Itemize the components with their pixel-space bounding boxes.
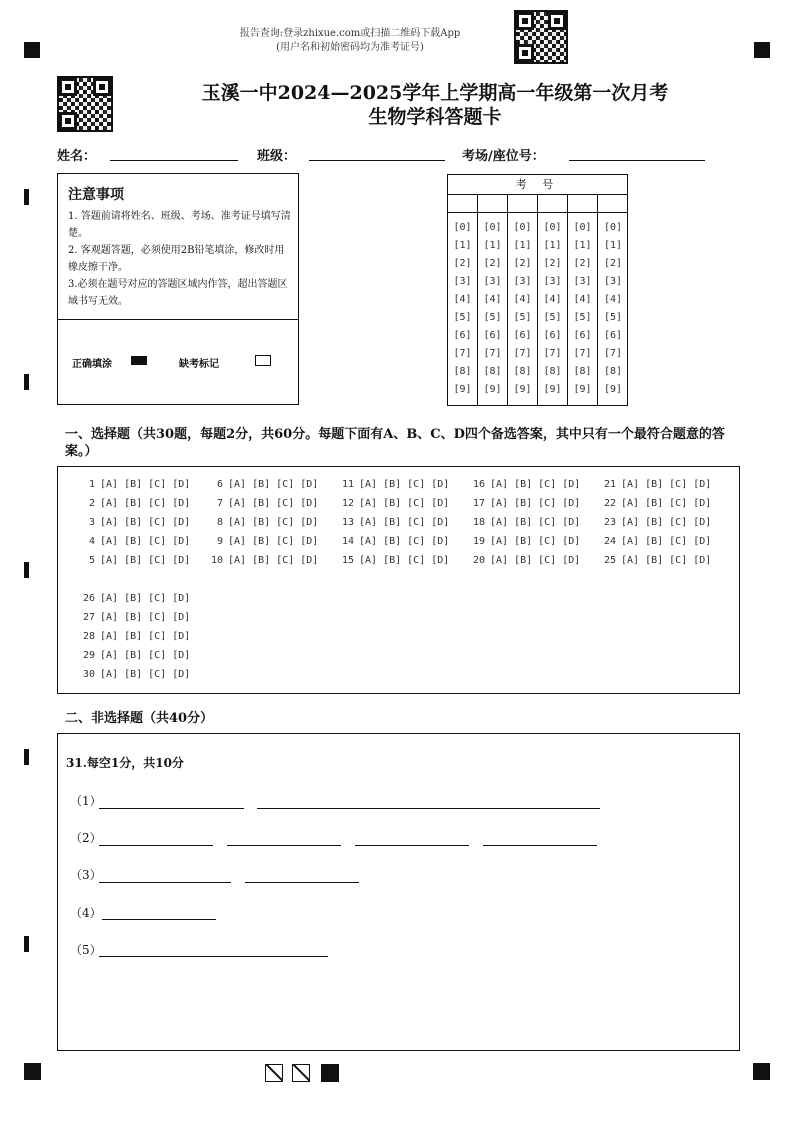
correct-fill-label: 正确填涂 bbox=[72, 359, 112, 370]
mc-question[interactable] bbox=[75, 631, 190, 642]
mc-question-number: 19 bbox=[472, 536, 485, 547]
mc-question[interactable] bbox=[203, 498, 318, 509]
answer-line[interactable] bbox=[99, 956, 328, 957]
exam-number-bubble[interactable]: [7] bbox=[543, 348, 562, 359]
exam-number-bubble[interactable]: [7] bbox=[603, 348, 623, 359]
part-label-5: （5） bbox=[70, 943, 102, 957]
timing-mark bbox=[24, 374, 29, 390]
section2-title: 二、非选择题（共40分） bbox=[65, 711, 214, 726]
exam-number-write-box[interactable] bbox=[568, 194, 597, 213]
answer-line[interactable] bbox=[227, 845, 341, 846]
qr-code-left bbox=[57, 76, 113, 132]
exam-number-bubble[interactable]: [5] bbox=[513, 312, 532, 323]
mc-options[interactable]: [A] [B] [C] [D] bbox=[100, 536, 191, 547]
exam-number-bubble[interactable]: [5] bbox=[573, 312, 592, 323]
mc-options[interactable]: [A] [B] [C] [D] bbox=[621, 555, 712, 566]
exam-number-bubble[interactable]: [1] bbox=[543, 240, 562, 251]
exam-number-bubble[interactable]: [2] bbox=[603, 258, 623, 269]
mc-options[interactable]: [A] [B] [C] [D] bbox=[100, 498, 191, 509]
corner-marker-bottom-right bbox=[753, 1063, 770, 1080]
exam-number-bubble[interactable]: [3] bbox=[543, 276, 562, 287]
mc-options[interactable]: [A] [B] [C] [D] bbox=[228, 479, 319, 490]
mc-question[interactable] bbox=[203, 517, 318, 528]
mc-question-number: 1 bbox=[88, 479, 95, 490]
mc-question[interactable] bbox=[465, 536, 580, 547]
mc-question[interactable] bbox=[334, 536, 449, 547]
mc-options[interactable]: [A] [B] [C] [D] bbox=[490, 498, 581, 509]
mc-question-number: 14 bbox=[341, 536, 354, 547]
exam-number-bubble[interactable]: [0] bbox=[513, 222, 532, 233]
exam-number-caption: 考 号 bbox=[448, 175, 627, 195]
exam-number-bubble[interactable]: [8] bbox=[573, 366, 592, 377]
exam-number-bubble[interactable]: [2] bbox=[543, 258, 562, 269]
exam-number-bubble[interactable]: [7] bbox=[513, 348, 532, 359]
answer-line[interactable] bbox=[99, 808, 244, 809]
exam-number-bubble[interactable]: [9] bbox=[453, 384, 472, 395]
exam-number-bubble[interactable]: [0] bbox=[483, 222, 502, 233]
exam-number-bubble[interactable]: [6] bbox=[513, 330, 532, 341]
multiple-choice-area bbox=[57, 466, 740, 694]
corner-marker-bottom-left bbox=[24, 1063, 41, 1080]
mc-options[interactable]: [A] [B] [C] [D] bbox=[490, 479, 581, 490]
mc-question-number: 12 bbox=[341, 498, 354, 509]
notice-items bbox=[68, 208, 292, 310]
absent-mark-checkbox[interactable] bbox=[255, 355, 271, 366]
mc-options[interactable]: [A] [B] [C] [D] bbox=[100, 517, 191, 528]
mc-question-number: 29 bbox=[82, 650, 95, 661]
exam-number-bubble[interactable]: [6] bbox=[453, 330, 472, 341]
exam-number-write-box[interactable] bbox=[598, 194, 628, 213]
mc-question[interactable] bbox=[465, 479, 580, 490]
timing-mark bbox=[24, 936, 29, 952]
mc-options[interactable]: [A] [B] [C] [D] bbox=[100, 612, 191, 623]
mc-question-number: 28 bbox=[82, 631, 95, 642]
exam-number-bubble[interactable]: [2] bbox=[573, 258, 592, 269]
exam-number-bubble[interactable]: [4] bbox=[453, 294, 472, 305]
exam-number-bubble[interactable]: [3] bbox=[453, 276, 472, 287]
exam-number-bubble[interactable]: [9] bbox=[513, 384, 532, 395]
exam-number-bubble[interactable]: [8] bbox=[513, 366, 532, 377]
mc-question[interactable] bbox=[75, 536, 190, 547]
mc-options[interactable]: [A] [B] [C] [D] bbox=[490, 555, 581, 566]
mc-question-number: 25 bbox=[603, 555, 616, 566]
exam-number-bubble[interactable]: [8] bbox=[453, 366, 472, 377]
exam-number-bubble[interactable]: [5] bbox=[453, 312, 472, 323]
exam-number-bubble[interactable]: [1] bbox=[513, 240, 532, 251]
answer-line[interactable] bbox=[99, 882, 231, 883]
qr-code-top bbox=[514, 10, 568, 64]
mc-options[interactable]: [A] [B] [C] [D] bbox=[100, 631, 191, 642]
mc-question-number: 10 bbox=[210, 555, 223, 566]
mc-question-number: 16 bbox=[472, 479, 485, 490]
notice-item: 2. 客观题答题，必须使用2B铅笔填涂，修改时用橡皮擦干净。 bbox=[68, 245, 285, 273]
free-response-area bbox=[57, 733, 740, 1051]
exam-number-bubble[interactable]: [5] bbox=[543, 312, 562, 323]
mc-question[interactable] bbox=[75, 650, 190, 661]
exam-number-bubble[interactable]: [4] bbox=[573, 294, 592, 305]
exam-number-write-box[interactable] bbox=[448, 194, 477, 213]
exam-number-bubble[interactable]: [7] bbox=[573, 348, 592, 359]
absent-mark-label: 缺考标记 bbox=[179, 359, 219, 370]
mc-options[interactable]: [A] [B] [C] [D] bbox=[228, 555, 319, 566]
mc-options[interactable]: [A] [B] [C] [D] bbox=[490, 517, 581, 528]
exam-number-bubble[interactable]: [0] bbox=[603, 222, 623, 233]
exam-number-bubble[interactable]: [0] bbox=[543, 222, 562, 233]
mc-question-number: 8 bbox=[216, 517, 223, 528]
mc-question-number: 20 bbox=[472, 555, 485, 566]
mc-question[interactable] bbox=[203, 555, 318, 566]
exam-number-bubble[interactable]: [2] bbox=[453, 258, 472, 269]
exam-number-bubble[interactable]: [8] bbox=[483, 366, 502, 377]
mc-question-number: 26 bbox=[82, 593, 95, 604]
exam-number-bubble[interactable]: [0] bbox=[453, 222, 472, 233]
mc-options[interactable]: [A] [B] [C] [D] bbox=[621, 517, 712, 528]
report-query-note: (用户名和初始密码均为准考证号) bbox=[276, 42, 424, 53]
exam-number-bubble[interactable]: [1] bbox=[453, 240, 472, 251]
mc-options[interactable]: [A] [B] [C] [D] bbox=[621, 479, 712, 490]
exam-number-bubble[interactable]: [5] bbox=[483, 312, 502, 323]
part-label-3: （3） bbox=[70, 868, 102, 882]
part-label-1: （1） bbox=[70, 794, 102, 808]
exam-number-bubble[interactable]: [1] bbox=[483, 240, 502, 251]
mc-question-number: 6 bbox=[216, 479, 223, 490]
mc-question-number: 24 bbox=[603, 536, 616, 547]
correct-fill-sample bbox=[131, 356, 147, 365]
mc-options[interactable]: [A] [B] [C] [D] bbox=[621, 498, 712, 509]
exam-number-bubble[interactable]: [3] bbox=[603, 276, 623, 287]
exam-number-bubble[interactable]: [0] bbox=[573, 222, 592, 233]
exam-number-grid bbox=[447, 174, 628, 406]
exam-number-bubble[interactable]: [6] bbox=[573, 330, 592, 341]
class-label: 班级： bbox=[257, 149, 297, 164]
mc-options[interactable]: [A] [B] [C] [D] bbox=[490, 536, 581, 547]
exam-number-bubble[interactable]: [1] bbox=[573, 240, 592, 251]
mc-question[interactable] bbox=[465, 498, 580, 509]
mc-question[interactable] bbox=[596, 498, 711, 509]
exam-number-bubble[interactable]: [9] bbox=[603, 384, 623, 395]
exam-number-bubble[interactable]: [3] bbox=[513, 276, 532, 287]
notice-box bbox=[57, 173, 299, 405]
mc-options[interactable]: [A] [B] [C] [D] bbox=[100, 593, 191, 604]
mc-options[interactable]: [A] [B] [C] [D] bbox=[359, 498, 450, 509]
mc-question-number: 13 bbox=[341, 517, 354, 528]
answer-line[interactable] bbox=[483, 845, 597, 846]
corner-marker-top-right bbox=[754, 42, 770, 58]
exam-number-bubble[interactable]: [7] bbox=[453, 348, 472, 359]
exam-number-bubble[interactable]: [4] bbox=[513, 294, 532, 305]
mc-options[interactable]: [A] [B] [C] [D] bbox=[228, 536, 319, 547]
mc-options[interactable]: [A] [B] [C] [D] bbox=[228, 517, 319, 528]
mc-options[interactable]: [A] [B] [C] [D] bbox=[100, 479, 191, 490]
mc-question-number: 3 bbox=[88, 517, 95, 528]
mc-question-number: 5 bbox=[88, 555, 95, 566]
mc-options[interactable]: [A] [B] [C] [D] bbox=[100, 650, 191, 661]
mc-question[interactable] bbox=[203, 479, 318, 490]
mc-question-number: 17 bbox=[472, 498, 485, 509]
notice-item: 1. 答题前请将姓名、班级、考场、准考证号填写清楚。 bbox=[68, 211, 291, 239]
corner-marker-top-left bbox=[24, 42, 40, 58]
exam-number-bubble[interactable]: [2] bbox=[513, 258, 532, 269]
mc-options[interactable]: [A] [B] [C] [D] bbox=[100, 555, 191, 566]
mc-question-number: 23 bbox=[603, 517, 616, 528]
footer-mark-box-filled bbox=[321, 1064, 339, 1082]
mc-question-number: 15 bbox=[341, 555, 354, 566]
mc-question-number: 18 bbox=[472, 517, 485, 528]
name-field[interactable] bbox=[110, 160, 238, 161]
report-query-line: 报告查询:登录zhixue.com或扫描二维码下载App bbox=[239, 28, 461, 39]
mc-question[interactable] bbox=[334, 498, 449, 509]
mc-options[interactable]: [A] [B] [C] [D] bbox=[100, 669, 191, 680]
exam-number-bubble[interactable]: [4] bbox=[603, 294, 623, 305]
room-seat-field[interactable] bbox=[569, 160, 705, 161]
mc-question[interactable] bbox=[334, 479, 449, 490]
exam-number-bubble[interactable]: [3] bbox=[573, 276, 592, 287]
notice-item: 3.必须在题号对应的答题区域内作答，超出答题区域书写无效。 bbox=[68, 279, 288, 307]
mc-question[interactable] bbox=[334, 555, 449, 566]
exam-number-write-box[interactable] bbox=[508, 194, 537, 213]
exam-number-bubble[interactable]: [9] bbox=[573, 384, 592, 395]
footer-mark-box bbox=[292, 1064, 310, 1082]
mc-question-number: 11 bbox=[341, 479, 354, 490]
answer-line[interactable] bbox=[245, 882, 359, 883]
timing-mark bbox=[24, 749, 29, 765]
mc-question[interactable] bbox=[596, 536, 711, 547]
exam-title: 玉溪一中2024—2025学年上学期高一年级第一次月考 bbox=[201, 82, 669, 104]
mc-question-number: 21 bbox=[603, 479, 616, 490]
mc-options[interactable]: [A] [B] [C] [D] bbox=[228, 498, 319, 509]
exam-number-bubble[interactable]: [7] bbox=[483, 348, 502, 359]
notice-title: 注意事项 bbox=[68, 187, 124, 203]
room-seat-label: 考场/座位号： bbox=[462, 149, 545, 164]
mc-options[interactable]: [A] [B] [C] [D] bbox=[359, 536, 450, 547]
exam-number-bubble[interactable]: [4] bbox=[543, 294, 562, 305]
exam-number-bubble[interactable]: [8] bbox=[603, 366, 623, 377]
mc-question[interactable] bbox=[596, 555, 711, 566]
exam-number-bubble[interactable]: [9] bbox=[483, 384, 502, 395]
exam-number-write-box[interactable] bbox=[538, 194, 567, 213]
mc-options[interactable]: [A] [B] [C] [D] bbox=[359, 479, 450, 490]
mc-question-number: 2 bbox=[88, 498, 95, 509]
exam-number-bubble[interactable]: [2] bbox=[483, 258, 502, 269]
exam-number-bubble[interactable]: [5] bbox=[603, 312, 623, 323]
mc-question[interactable] bbox=[75, 612, 190, 623]
class-field[interactable] bbox=[309, 160, 445, 161]
mc-question[interactable] bbox=[596, 517, 711, 528]
mc-question[interactable] bbox=[465, 517, 580, 528]
mc-question[interactable] bbox=[465, 555, 580, 566]
answer-line[interactable] bbox=[355, 845, 469, 846]
section1-title: 一、选择题（共30题，每题2分，共60分。每题下面有A、B、C、D四个备选答案，其中只有一个最符合题意的答案。） bbox=[65, 427, 725, 459]
timing-mark bbox=[24, 562, 29, 578]
exam-number-bubble[interactable]: [8] bbox=[543, 366, 562, 377]
name-label: 姓名： bbox=[57, 149, 97, 164]
answer-line[interactable] bbox=[257, 808, 600, 809]
exam-number-bubble[interactable]: [3] bbox=[483, 276, 502, 287]
exam-number-bubble[interactable]: [9] bbox=[543, 384, 562, 395]
exam-number-write-box[interactable] bbox=[478, 194, 507, 213]
mc-question[interactable] bbox=[334, 517, 449, 528]
mc-question[interactable] bbox=[75, 479, 190, 490]
mc-question[interactable] bbox=[203, 536, 318, 547]
part-label-4: （4） bbox=[70, 906, 102, 920]
answer-line[interactable] bbox=[102, 919, 216, 920]
exam-number-bubble[interactable]: [6] bbox=[603, 330, 623, 341]
mc-question-number: 27 bbox=[82, 612, 95, 623]
q31-header: 31.每空1分，共10分 bbox=[66, 756, 184, 770]
part-label-2: （2） bbox=[70, 831, 102, 845]
mc-question[interactable] bbox=[75, 498, 190, 509]
mc-question-number: 4 bbox=[88, 536, 95, 547]
exam-number-bubble[interactable]: [1] bbox=[603, 240, 623, 251]
mc-question-number: 30 bbox=[82, 669, 95, 680]
mc-question-number: 22 bbox=[603, 498, 616, 509]
mc-question[interactable] bbox=[75, 517, 190, 528]
exam-number-bubble[interactable]: [4] bbox=[483, 294, 502, 305]
timing-mark bbox=[24, 189, 29, 205]
mc-question[interactable] bbox=[75, 593, 190, 604]
mc-options[interactable]: [A] [B] [C] [D] bbox=[359, 555, 450, 566]
mc-question[interactable] bbox=[75, 669, 190, 680]
exam-number-bubble[interactable]: [6] bbox=[543, 330, 562, 341]
mc-question[interactable] bbox=[596, 479, 711, 490]
exam-subtitle: 生物学科答题卡 bbox=[368, 106, 502, 128]
footer-mark-box bbox=[265, 1064, 283, 1082]
exam-number-bubble[interactable]: [6] bbox=[483, 330, 502, 341]
mc-question-number: 7 bbox=[216, 498, 223, 509]
mc-options[interactable]: [A] [B] [C] [D] bbox=[359, 517, 450, 528]
mc-question[interactable] bbox=[75, 555, 190, 566]
answer-line[interactable] bbox=[99, 845, 213, 846]
mc-options[interactable]: [A] [B] [C] [D] bbox=[621, 536, 712, 547]
mc-question-number: 9 bbox=[216, 536, 223, 547]
